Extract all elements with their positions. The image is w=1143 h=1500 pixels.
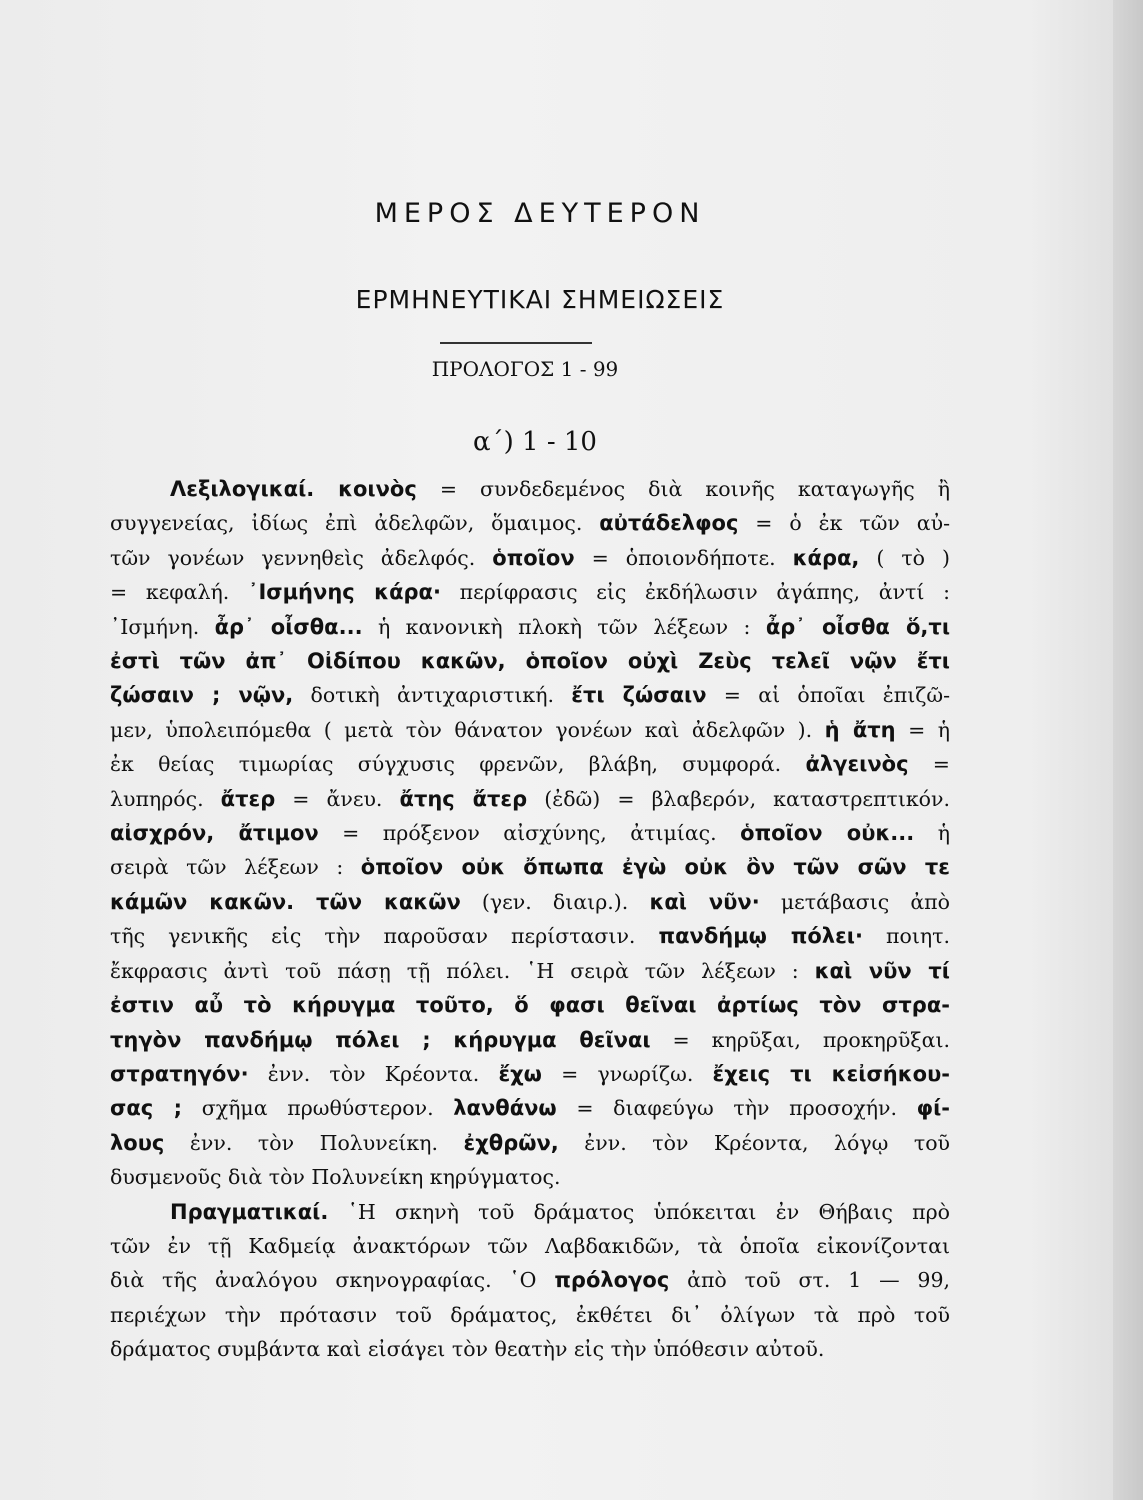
bold-term: στρατηγόν·: [110, 1061, 249, 1086]
text-line: [110, 713, 950, 747]
text-run: = ὁποιονδήποτε.: [574, 545, 793, 570]
text-run: = ἡ: [895, 717, 950, 742]
text-run: ἀπὸ τοῦ στ. 1 — 99,: [669, 1268, 951, 1293]
text-run: ἡ κανονικὴ πλοκὴ τῶν λέξεων :: [362, 614, 766, 639]
text-line: [110, 644, 950, 678]
text-line: [110, 472, 950, 506]
text-line: [110, 1160, 950, 1194]
text-line: [110, 919, 950, 953]
bold-term: κάρα,: [792, 545, 860, 570]
text-run: τῶν ἐν τῇ Καδμείᾳ ἀνακτόρων τῶν Λαβδακιδῶν, τὰ ὁποῖα εἰκονίζονται: [110, 1233, 950, 1258]
text-run: = γνωρίζω.: [541, 1061, 713, 1086]
text-line: [110, 1057, 950, 1091]
text-line: [110, 1229, 950, 1263]
text-run: δοτικὴ ἀντιχαριστική.: [293, 683, 572, 708]
bold-term: ὁποῖον: [492, 545, 575, 570]
bold-term: ἔχω: [498, 1061, 542, 1086]
text-run: ῾Η σκηνὴ τοῦ δράματος ὑπόκειται ἐν Θήβαις πρὸ: [328, 1199, 950, 1224]
bold-term: αὐτάδελφος: [599, 511, 739, 536]
text-run: σειρὰ τῶν λέξεων :: [110, 855, 361, 880]
bold-term: ὁποῖον οὐκ...: [740, 821, 915, 846]
text-run: σχῆμα πρωθύστερον.: [182, 1096, 454, 1121]
bold-term: πρόλογος: [554, 1268, 670, 1293]
text-run: ἡ: [914, 821, 950, 846]
text-run: τῆς γενικῆς εἰς τὴν παροῦσαν περίστασιν.: [110, 924, 659, 949]
text-line: [110, 1126, 950, 1160]
text-line: [110, 506, 950, 540]
section-title: ΕΡΜΗΝΕΥΤΙΚΑΙ ΣΗΜΕΙΩΣΕΙΣ: [355, 285, 725, 314]
text-run: συγγενείας, ἰδίως ἐπὶ ἀδελφῶν, ὅμαιμος.: [110, 511, 600, 536]
text-line: [110, 1023, 950, 1057]
text-line: [110, 1263, 950, 1297]
text-run: περιέχων τὴν πρότασιν τοῦ δράματος, ἐκθέτει δι᾿ ὀλίγων τὰ πρὸ τοῦ: [110, 1302, 950, 1327]
text-line: [110, 1332, 950, 1366]
bold-term: κάμῶν κακῶν. τῶν κακῶν: [110, 889, 461, 914]
text-run: λυπηρός.: [110, 786, 221, 811]
text-run: δράματος συμβάντα καὶ εἰσάγει τὸν θεατὴν εἰς τὴν ὑπόθεσιν αὐτοῦ.: [110, 1337, 825, 1362]
text-line: [110, 541, 950, 575]
bold-term: ἄτης ἄτερ: [399, 786, 528, 811]
text-run: = ὁ ἐκ τῶν αὐ-: [738, 511, 951, 536]
text-run: = κεφαλή.: [110, 580, 248, 605]
text-run: = κηρῦξαι, προκηρῦξαι.: [650, 1027, 950, 1052]
bold-term: ἀλγεινὸς: [805, 752, 909, 777]
bold-term: ἔτι ζώσαιν: [571, 683, 707, 708]
text-line: [110, 610, 950, 644]
bold-term: ἔχεις τι κεἰσήκου-: [712, 1061, 950, 1086]
bold-term: Λεξιλογικαί. κοινὸς: [170, 477, 417, 501]
bold-term: αἰσχρόν, ἄτιμον: [110, 821, 319, 846]
text-line: [110, 1195, 950, 1229]
text-run: ᾿Ισμήνη.: [110, 614, 215, 639]
bold-term: ζώσαιν ; νῷν,: [110, 683, 294, 708]
text-run: μεν, ὑπολειπόμεθα ( μετὰ τὸν θάνατον γονέων καὶ ἀδελφῶν ).: [110, 717, 825, 742]
text-run: (γεν. διαιρ.).: [460, 889, 650, 914]
part-title: ΜΕΡΟΣ ΔΕΥΤΕΡΟΝ: [374, 198, 706, 229]
bold-term: ἆρ᾿ οἶσθα...: [214, 614, 363, 639]
divider: [440, 342, 592, 344]
text-run: μετάβασις ἀπὸ: [759, 889, 950, 914]
bold-term: ᾿Ισμήνης κάρα·: [247, 580, 441, 605]
prologue-heading: ΠΡΟΛΟΓΟΣ 1 - 99: [431, 357, 619, 381]
text-run: (ἐδῶ) = βλαβερόν, καταστρεπτικόν.: [527, 786, 950, 811]
text-line: [110, 1091, 950, 1125]
text-run: ἐνν. τὸν Πολυνείκη.: [164, 1130, 464, 1155]
text-line: [110, 850, 950, 884]
text-run: ἔκφρασις ἀντὶ τοῦ πάσῃ τῇ πόλει. ῾Η σειρὰ τῶν λέξεων :: [110, 958, 815, 983]
text-run: τῶν γονέων γεννηθεὶς ἀδελφός.: [110, 545, 493, 570]
text-run: διὰ τῆς ἀναλόγου σκηνογραφίας. ῾Ο: [110, 1268, 555, 1293]
text-line: [110, 1298, 950, 1332]
text-run: = συνδεδεμένος διὰ κοινῆς καταγωγῆς ἢ: [416, 477, 951, 501]
text-line: [110, 988, 950, 1022]
bold-term: ἐστὶ τῶν ἀπ᾿ Οἰδίπου κακῶν, ὁποῖον οὐχὶ Ζεὺς τελεῖ νῷν ἔτι: [110, 649, 950, 674]
text-line: [110, 575, 950, 609]
text-line: [110, 885, 950, 919]
text-run: ποιητ.: [862, 924, 951, 949]
bold-term: σας ;: [110, 1096, 183, 1121]
text-run: ( τὸ ): [859, 545, 950, 570]
bold-term: πανδήμῳ πόλει·: [658, 924, 863, 949]
bold-term: λανθάνω: [453, 1096, 557, 1121]
bold-term: Πραγματικαί.: [170, 1199, 329, 1224]
page-edge: [1113, 0, 1143, 1500]
text-line: [110, 816, 950, 850]
bold-term: ἐχθρῶν,: [463, 1130, 559, 1155]
text-run: = ἄνευ.: [275, 786, 400, 811]
text-run: = πρόξενον αἰσχύνης, ἀτιμίας.: [318, 821, 741, 846]
text-run: = αἱ ὁποῖαι ἐπιζῶ-: [706, 683, 951, 708]
text-run: = διαφεύγω τὴν προσοχήν.: [556, 1096, 917, 1121]
text-line: [110, 747, 950, 781]
bold-term: ὁποῖον οὐκ ὄπωπα ἐγὼ οὐκ ὂν τῶν σῶν τε: [360, 855, 950, 880]
bold-term: ἡ ἄτη: [824, 717, 896, 742]
bold-term: ἆρ᾿ οἶσθα ὅ,τι: [765, 614, 950, 639]
text-run: περίφρασις εἰς ἐκδήλωσιν ἀγάπης, ἀντί :: [440, 580, 950, 605]
text-run: =: [908, 752, 950, 777]
text-line: [110, 678, 950, 712]
bold-term: ἄτερ: [220, 786, 276, 811]
bold-term: καὶ νῦν·: [649, 889, 760, 914]
text-run: δυσμενοῦς διὰ τὸν Πολυνείκη κηρύγματος.: [110, 1165, 561, 1190]
bold-term: ἐστιν αὖ τὸ κήρυγμα τοῦτο, ὅ φασι θεῖναι ἀρτίως τὸν στρα-: [110, 993, 950, 1018]
subsection-heading: α΄) 1 - 10: [473, 427, 597, 457]
text-line: [110, 782, 950, 816]
body-text: [110, 472, 950, 1367]
bold-term: καὶ νῦν τί: [814, 958, 950, 983]
text-run: ἐνν. τὸν Κρέοντα, λόγῳ τοῦ: [558, 1130, 951, 1155]
bold-term: τηγὸν πανδήμῳ πόλει ; κήρυγμα θεῖναι: [110, 1027, 651, 1052]
text-line: [110, 954, 950, 988]
text-run: ἐνν. τὸν Κρέοντα.: [248, 1061, 499, 1086]
text-run: ἐκ θείας τιμωρίας σύγχυσις φρενῶν, βλάβη, συμφορά.: [110, 752, 806, 777]
bold-term: λους: [110, 1130, 165, 1155]
bold-term: φί-: [916, 1096, 950, 1121]
